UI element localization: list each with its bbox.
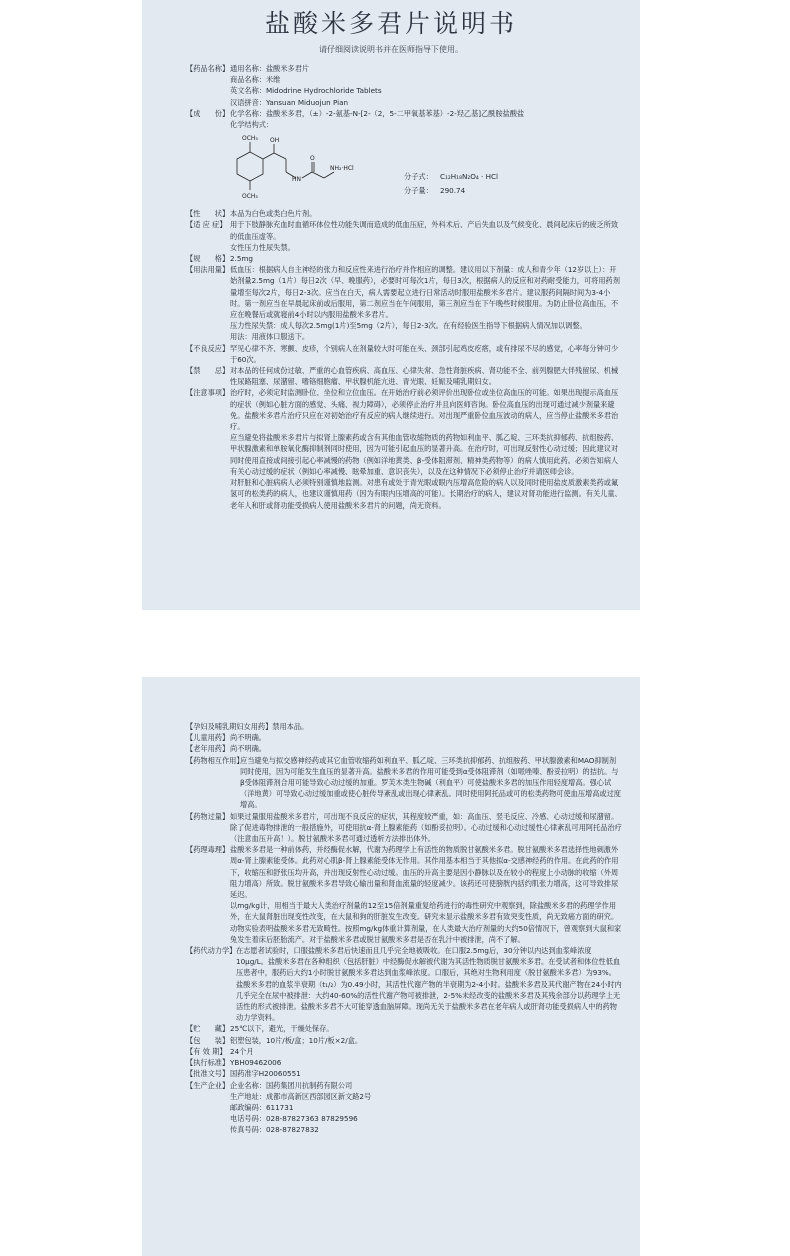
section-overdose: 【药物过量】 如果过量服用盐酸米多君片，可出现不良反应的症状，其程度较严重，如：高血压、竖毛反应、冷感、心动过缓和尿潴留。除了促进毒物排泄的一般措施外，可使用抗α-肾上腺素能药（如酚妥拉明）。心动过缓和心动过缓性心律紊乱可用阿托品治疗（注意血压升高！）。脱甘氨酸米多君可通过透析方法排出体外。 — [186, 811, 622, 844]
kv-row: 汉语拼音： Yansuan Miduojun Pian — [230, 97, 349, 107]
section-pharmacology: 【药理毒理】 盐酸米多君是一种前体药，并经酶促水解，代谢为药理学上有活性的物质脱甘氨酸米多君。脱甘氨酸米多君选择性地刺激外周α-肾上腺素能受体。此药对心肌β-肾上腺素能受体无作用。其作用基本相当于其他拟α-交感神经药的作用。在此药的作用下，收缩压和舒张压均升高，并出现反射性心动过缓。血压的升高主要是因小静脉以及在较小的程度上小动脉的收缩（外周阻力增高）所致。脱甘氨酸米多君导致心输出量和肾血流量的轻度减少。该药还可使膀胱内括约肌张力增高，这可导致排尿延迟。 以mg/kg计，用相当于最大人类治疗剂量的12至15倍剂量重复给药进行的毒性研究中观察到，除盐酸米多君的药理学作用外，在大鼠肾脏出现变性改变，在大鼠和狗的肝脏发生改变。研究未显示盐酸米多君有致突变性质，尚无致癌方面的研究。 动物实验表明盐酸米多君无致畸性。按照mg/kg体重计算剂量，在人类最大治疗剂量的大约50倍情况下，曾观察到大鼠和家兔发生着床后胚胎流产。对于盐酸米多君或脱甘氨酸米多君是否在乳汁中被排泄，尚不了解。 — [186, 845, 622, 944]
kv-row: 通用名称： 盐酸米多君片 — [230, 64, 310, 73]
section-pharmacokinetics: 【药代动力学】 在志愿者试验时，口服盐酸米多君后快速而且几乎完全地被吸收。在口服2.5mg后，30分钟以内达到血浆峰浓度10μg/L。盐酸米多君在各种组织（包括肝脏）中经酶促水解被代谢为其活性物质脱甘氨酸米多君。在受试者和体位性低血压患者中，服药后大约1小时脱甘氨酸米多君达到血浆峰浓度。口服后，其绝对生物利用度（脱甘氨酸米多君）为93%。盐酸米多君的血浆半衰期（t₁/₂）为0.49小时，其活性代谢产物的半衰期为2-4小时。盐酸米多君及其代谢产物在24小时内几乎完全在尿中被排泄：大约40-60%的活性代谢产物可被排泄，2-5%未经改变的盐酸米多君及其残余部分以药理学上无活性的形式被排泄。盐酸米多君不大可能穿透血脑屏障。现尚无关于盐酸米多君在老年病人或肝肾功能受损病人中的药物动力学资料。 — [186, 946, 622, 1023]
page-subtitle: 请仔细阅读说明书并在医师指导下使用。 — [319, 45, 463, 54]
section-label: 【成 份】 — [186, 108, 230, 118]
section-composition — [142, 108, 640, 208]
section-manufacturer: 【生产企业】 企业名称： 国药集团川抗制药有限公司 生产地址： 成都市高新区西部园区新文路2号 邮政编码： 611731 电话号码： 028-87827363 87829596 传真号码： 028-87827832 — [142, 1080, 640, 1136]
section-interactions: 【药物相互作用】 应当避免与拟交感神经药或其它血管收缩药如利血平、胍乙啶、三环类抗抑郁药、抗组胺药、甲状腺激素和MAO抑制剂同时使用，因为可能发生血压的显著升高。盐酸米多君的作用可能受到α受体阻滞剂（如哌唑嗪、酚妥拉明）的拮抗。与β受体阻滞剂合用可能导致心动过缓的加重。罗芙木类生物碱（利血平）可使盐酸米多君的加压作用轻度增高。强心试（洋地黄）可导致心动过缓加重或使心脏传导紊乱或出现心律紊乱。同时使用阿托品或可的松类药物可使血压增高或过度增高。 — [186, 755, 621, 810]
section-storage: 【贮 藏】 25℃以下，避光，干燥处保存。 — [186, 1024, 334, 1034]
section-appearance: 【性 状】 本品为白色或类白色片剂。 — [186, 209, 317, 219]
section-pediatric: 【儿童用药】 尚不明确。 — [186, 733, 266, 743]
section-shelf-life: 【有 效 期】 24个月 — [186, 1046, 254, 1056]
section-geriatric: 【老年用药】 尚不明确。 — [186, 744, 266, 754]
kv-row: 商品名称： 米维 — [230, 75, 281, 85]
kv-row: 英文名称： Midodrine Hydrochloride Tablets — [230, 86, 382, 96]
section-pregnancy: 【孕妇及哺乳期妇女用药】禁用本品。 — [186, 722, 309, 731]
chemical-name: 化学名称：盐酸米多君，（±）-2-氨基-N-[2-（2，5-二甲氧基苯基）-2-羟乙基]乙酰胺盐酸盐 — [230, 108, 525, 118]
struct-nh: HN — [292, 176, 301, 184]
section-dosage: 【用法用量】 低血压：根据病人自主神经的张力和反应性来进行治疗并作相应的调整。建议用以下剂量：成人和青少年（12岁以上）：开始剂量2.5mg（1片）每日2次（早、晚服药），必要时可每次1片，每日3次，根据病人的反应和对药耐受能力，可将用药剂量增至每次2片，每日2-3次。应当在白天，病人需要起立进行日常活动时服用盐酸米多君片。建议服药间隔时间为3-4小时。第一剂应当在早晨起床前或后服用，第二剂应当在午间服用，第三剂应当在下午晚些时候服用。为防止卧位高血压，不应在晚餐后或就寝前4小时以内服用盐酸米多君片。 压力性尿失禁：成人每次2.5mg(1片)至5mg（2片），每日2-3次。在有经验医生指导下根据病人情况加以调整。 用法：用液体口服送下。 — [186, 265, 620, 342]
struct-nh2hcl: NH₂·HCl — [330, 165, 354, 173]
chemical-structure-diagram — [230, 132, 370, 204]
section-contraindications: 【禁 忌】 对本品的任何成份过敏、严重的心血管疾病、高血压、心律失常、急性肾脏疾病、肾功能不全、前列腺肥大伴残留尿、机械性尿路阻塞、尿潴留、嗜铬细胞瘤、甲状腺机能亢进、青光眼、妊娠及哺乳期妇女。 — [186, 366, 619, 387]
kv-row: 生产地址： 成都市高新区西部园区新文路2号 — [230, 1091, 372, 1101]
kv-row: 邮政编码： 611731 — [230, 1102, 294, 1112]
section-adverse-reactions: 【不良反应】 罕见心律不齐、寒颤、皮疹，个别病人在剂量较大时可能在头、颈部引起鸡皮疙瘩，或有排尿不尽的感觉，心率每分钟可少于60次。 — [186, 343, 619, 364]
section-label: 【药品名称】 — [186, 64, 230, 73]
leaflet-page-1 — [142, 0, 640, 610]
struct-oh: OH — [270, 137, 280, 145]
struct-ome-top: OCH₃ — [242, 135, 258, 143]
section-standard: 【执行标准】 YBH09462006 — [186, 1058, 282, 1068]
kv-row: 企业名称： 国药集团川抗制药有限公司 — [230, 1080, 353, 1090]
molecular-weight: 分子量： 290.74 — [404, 186, 466, 196]
page-title: 盐酸米多君片说明书 — [264, 9, 517, 38]
leaflet-page-2 — [142, 677, 640, 1256]
kv-row: 传真号码： 028-87827832 — [230, 1125, 319, 1135]
section-precautions: 【注意事项】 治疗时，必须定时监测卧位、坐位和立位血压。在开始治疗前必须评价出现卧位或坐位高血压的可能。如果出现提示高血压的症状（例如心脏方面的感觉、头痛、视力障碍），必须停止治疗并且向医师咨询。卧位高血压的出现可通过减少剂量来避免。盐酸米多君片治疗只应在对初始治疗有反应的病人继续进行。对出现严重卧位血压波动的病人，应当停止盐酸米多君治疗。 应当避免将盐酸米多君片与拟肾上腺素药或含有其他血管收缩物质的药物如利血平、胍乙啶、三环类抗抑郁药、抗组胺药、甲状腺激素和单胺氧化酶抑制剂同时使用，因为可能引起血压的显著升高。在治疗时，可出现反射性心动过缓；因此建议对同时使用直接或间接引起心率减慢的药物（例如洋地黄类、β-受体阻滞剂、精神类药物等）的病人慎用此药。必须告知病人有关心动过缓的症状（例如心率减慢、眩晕加重、意识丧失），以及在这种情况下必须停止治疗并请医师会诊。 对肝脏和心脏病病人必须特别谨慎地监测。对患有或处于青光眼或眼内压增高危险的病人以及同时使用盐皮质激素类药或氟氢可的松类药的病人，也建议谨慎用药（因为有眼内压增高的可能）。长期治疗的病人，建议对肾功能进行监测。有关儿童、老年人和肝或肾功能受损病人使用盐酸米多君片的问题，尚无资料。 — [186, 388, 622, 510]
struct-o: O — [310, 155, 315, 163]
kv-row: 电话号码： 028-87827363 87829596 — [230, 1114, 358, 1124]
section-specification: 【规 格】 2.5mg — [186, 254, 253, 264]
section-approval-number: 【批准文号】 国药准字H20060551 — [186, 1069, 301, 1079]
section-package: 【包 装】 铝塑包装，10片/板/盒；10片/板×2/盒。 — [186, 1035, 363, 1045]
section-drug-name — [142, 63, 640, 108]
section-indications: 【适 应 症】 用于下肢静脉充血时血循环体位性功能失调而造成的低血压症，外科术后、产后失血以及气候变化、晨间起床后的疲乏所致的低血压虚等。 女性压力性尿失禁。 — [186, 220, 619, 252]
struct-ome-bottom: OCH₃ — [242, 193, 258, 201]
structure-label: 化学结构式： — [230, 120, 274, 130]
molecular-formula: 分子式： C₁₂H₁₈N₂O₄ · HCl — [404, 172, 499, 182]
